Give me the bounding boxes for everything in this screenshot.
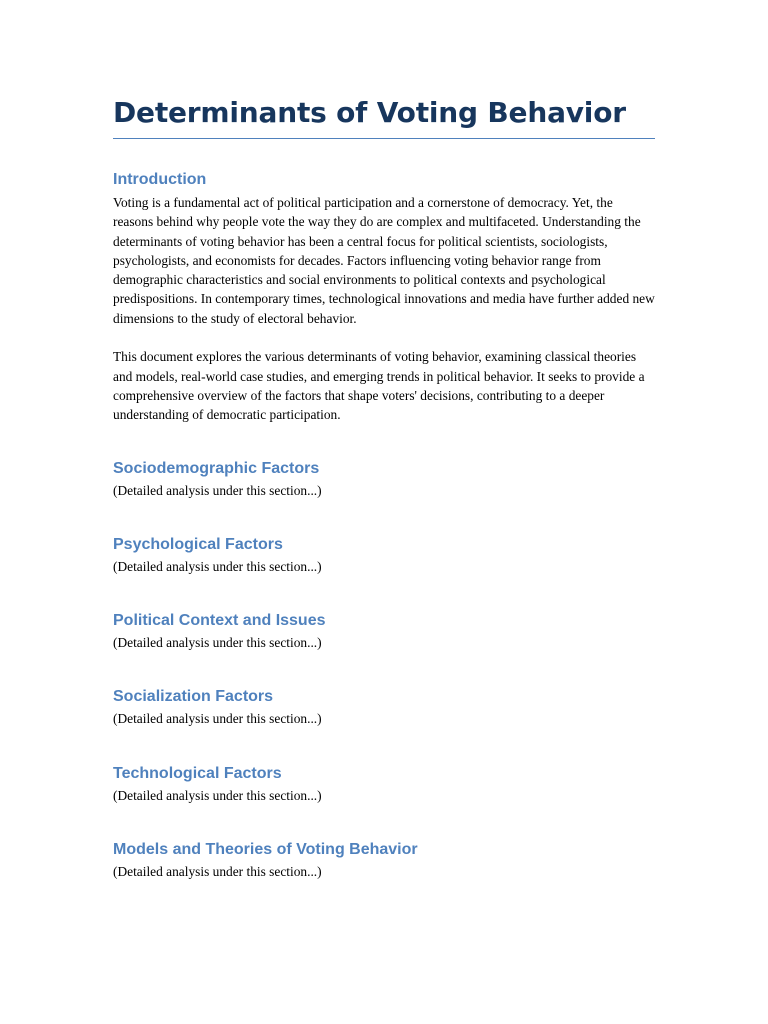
section-models-theories <box>113 839 655 881</box>
sections-list <box>113 458 655 882</box>
document-page <box>113 93 655 881</box>
section-technological <box>113 763 655 805</box>
section-body: (Detailed analysis under this section...) <box>113 635 322 651</box>
section-sociodemographic <box>113 458 655 500</box>
section-heading: Socialization Factors <box>113 688 274 706</box>
section-heading: Sociodemographic Factors <box>113 459 320 477</box>
document-title: Determinants of Voting Behavior <box>113 93 655 139</box>
section-body: (Detailed analysis under this section...) <box>113 482 322 498</box>
introduction-heading: Introduction <box>113 171 207 188</box>
section-psychological <box>113 534 655 576</box>
section-heading: Political Context and Issues <box>113 612 326 630</box>
introduction-paragraph: This document explores the various determinants of voting behavior, examining classical theories and models, real-world case studies, and emerging trends in political behavior. It seeks to provide a comprehensive overview of the factors that shape voters' decisions, contributing to a deeper understanding of democratic participation. <box>113 349 645 423</box>
section-heading: Psychological Factors <box>113 535 283 553</box>
section-body: (Detailed analysis under this section...) <box>113 711 322 727</box>
section-heading: Models and Theories of Voting Behavior <box>113 841 418 859</box>
section-body: (Detailed analysis under this section...) <box>113 558 322 574</box>
section-body: (Detailed analysis under this section...) <box>113 787 322 803</box>
section-heading: Technological Factors <box>113 764 282 782</box>
section-socialization <box>113 686 655 728</box>
section-political-context <box>113 610 655 652</box>
introduction-paragraph: Voting is a fundamental act of political participation and a cornerstone of democracy. Yet, the reasons behind why people vote the way they do are complex and multifaceted. Understanding the determinants of voting behavior has been a central focus for political scientists, sociologists, psychologists, and economists for decades. Factors influencing voting behavior range from demographic characteristics and social environments to political contexts and psychological predispositions. In contemporary times, technological innovations and media have further added new dimensions to the study of electoral behavior. <box>113 195 655 326</box>
section-body: (Detailed analysis under this section...) <box>113 864 322 880</box>
